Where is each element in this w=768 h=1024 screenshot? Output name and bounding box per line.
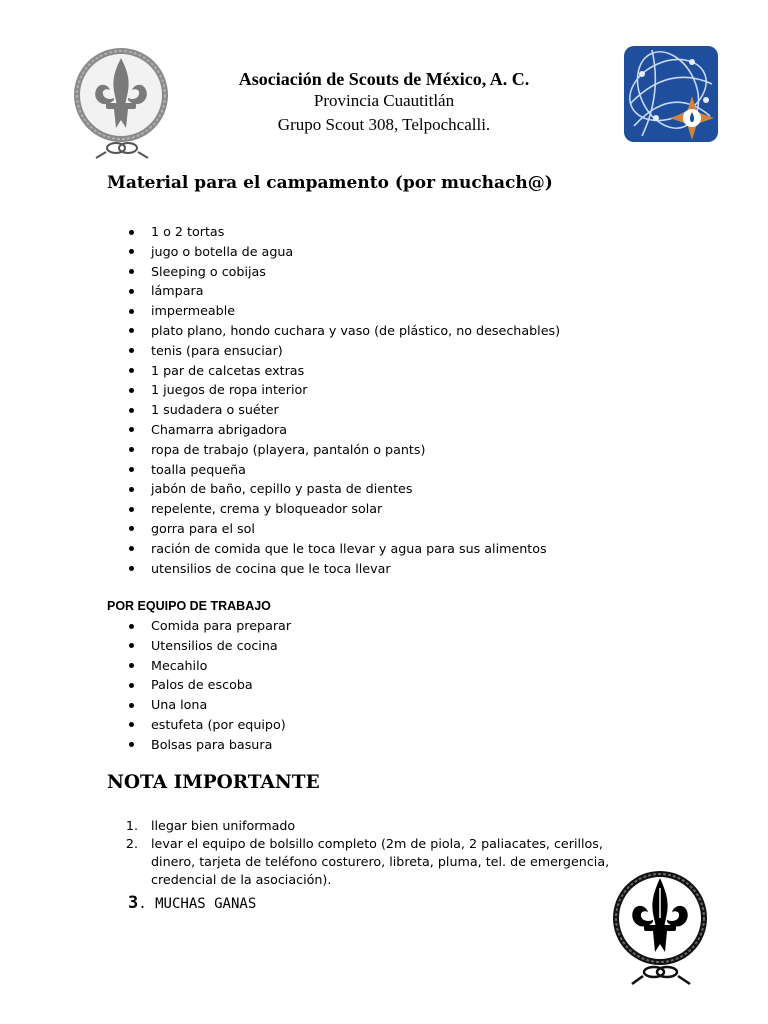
note-item: llegar bien uniformado [151,818,296,833]
list-item: 1 juegos de ropa interior [0,380,700,400]
list-item: estufeta (por equipo) [0,715,700,735]
list-item: Mecahilo [0,656,700,676]
list-item: Bolsas para basura [0,735,700,755]
list-item: repelente, crema y bloqueador solar [0,499,700,519]
list-item: plato plano, hondo cuchara y vaso (de plástico, no desechables) [0,321,700,341]
list-item: ropa de trabajo (playera, pantalón o pants) [0,440,700,460]
list-item: lámpara [0,281,700,301]
list-item: utensilios de cocina que le toca llevar [0,559,700,579]
personal-items-list [0,222,700,578]
note-number: 2. [125,836,138,851]
list-item: 1 o 2 tortas [0,222,700,242]
note-item: levar el equipo de bolsillo completo (2m de piola, 2 paliacates, cerillos, dinero, tarjeta de teléfono costurero, libreta, pluma, tel. de emergencia, credencial de la asociación). [151,836,610,887]
list-item: Utensilios de cocina [0,636,700,656]
list-item: Chamarra abrigadora [0,420,700,440]
world-scout-emblem-right [622,44,720,144]
section-title-team: POR EQUIPO DE TRABAJO [107,599,271,613]
list-item: jabón de baño, cepillo y pasta de dientes [0,479,700,499]
list-item: toalla pequeña [0,460,700,480]
list-item: 1 par de calcetas extras [0,361,700,381]
scout-emblem-bottom [604,862,720,990]
province-name: Provincia Cuautitlán [313,91,455,110]
section-title-personal: Material para el campamento (por muchach@) [107,173,553,193]
group-name: Grupo Scout 308, Telpochcalli. [277,115,491,134]
list-item: Sleeping o cobijas [0,262,700,282]
list-item: Palos de escoba [0,675,700,695]
note-number: 1. [125,818,138,833]
list-item: ración de comida que le toca llevar y agua para sus alimentos [0,539,700,559]
list-item: 1 sudadera o suéter [0,400,700,420]
note-number: 3 [128,893,139,913]
list-item: Una lona [0,695,700,715]
list-item: Comida para preparar [0,616,700,636]
note-text: . MUCHAS GANAS [138,896,257,912]
list-item: gorra para el sol [0,519,700,539]
list-item: impermeable [0,301,700,321]
list-item: jugo o botella de agua [0,242,700,262]
note-item-emphasis [128,894,256,913]
section-title-note: NOTA IMPORTANTE [107,772,320,793]
list-item: tenis (para ensuciar) [0,341,700,361]
organization-name: Asociación de Scouts de México, A. C. [238,69,530,89]
team-items-list [0,616,700,755]
